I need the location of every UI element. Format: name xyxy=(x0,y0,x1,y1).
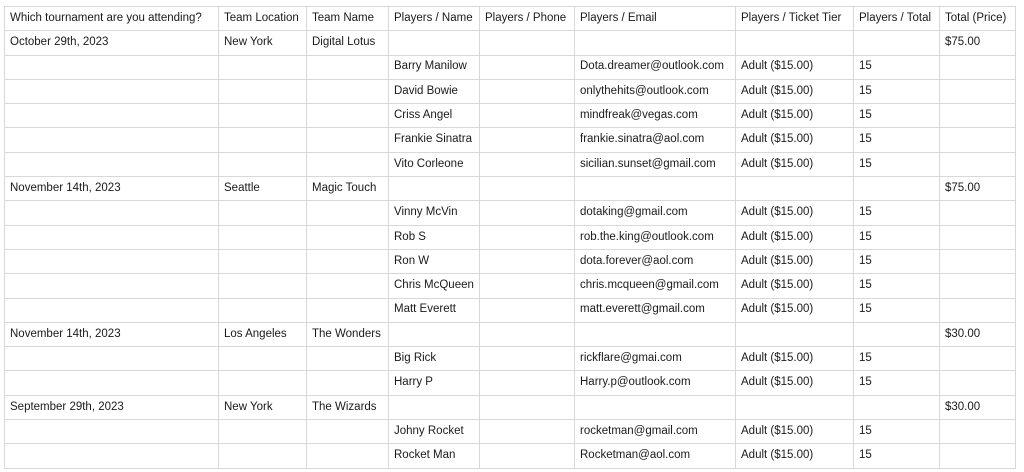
team-location-cell xyxy=(219,128,307,152)
tournament-cell xyxy=(5,104,219,128)
tournament-cell xyxy=(5,249,219,273)
total-price-cell xyxy=(940,274,1016,298)
ticket-tier-cell: Adult ($15.00) xyxy=(736,225,854,249)
ticket-tier-cell: Adult ($15.00) xyxy=(736,104,854,128)
ticket-tier-cell: Adult ($15.00) xyxy=(736,347,854,371)
team-location-cell xyxy=(219,152,307,176)
column-header-tournament: Which tournament are you attending? xyxy=(5,7,219,31)
players-total-cell xyxy=(854,31,940,55)
player-name-cell xyxy=(389,322,480,346)
player-row xyxy=(5,128,1016,152)
team-location-cell: New York xyxy=(219,395,307,419)
player-phone-cell xyxy=(480,104,575,128)
tournament-row xyxy=(5,322,1016,346)
player-phone-cell xyxy=(480,79,575,103)
tournament-row xyxy=(5,31,1016,55)
total-price-cell: $75.00 xyxy=(940,177,1016,201)
players-total-cell: 15 xyxy=(854,55,940,79)
tournament-cell: November 14th, 2023 xyxy=(5,322,219,346)
player-row xyxy=(5,152,1016,176)
ticket-tier-cell: Adult ($15.00) xyxy=(736,249,854,273)
team-name-cell xyxy=(307,420,389,444)
player-phone-cell xyxy=(480,201,575,225)
player-row xyxy=(5,225,1016,249)
tournament-cell xyxy=(5,201,219,225)
player-email-cell: Harry.p@outlook.com xyxy=(575,371,736,395)
player-phone-cell xyxy=(480,298,575,322)
tournament-cell xyxy=(5,225,219,249)
column-header-player-phone: Players / Phone xyxy=(480,7,575,31)
team-name-cell xyxy=(307,298,389,322)
player-phone-cell xyxy=(480,128,575,152)
players-total-cell: 15 xyxy=(854,104,940,128)
player-email-cell: rocketman@gmail.com xyxy=(575,420,736,444)
column-header-team-name: Team Name xyxy=(307,7,389,31)
tournament-cell: November 14th, 2023 xyxy=(5,177,219,201)
player-name-cell: Barry Manilow xyxy=(389,55,480,79)
column-header-players-total: Players / Total xyxy=(854,7,940,31)
team-location-cell xyxy=(219,444,307,468)
player-email-cell xyxy=(575,31,736,55)
player-row xyxy=(5,347,1016,371)
player-phone-cell xyxy=(480,274,575,298)
player-email-cell: frankie.sinatra@aol.com xyxy=(575,128,736,152)
player-row xyxy=(5,274,1016,298)
players-total-cell: 15 xyxy=(854,274,940,298)
total-price-cell xyxy=(940,128,1016,152)
team-location-cell xyxy=(219,420,307,444)
player-email-cell: rob.the.king@outlook.com xyxy=(575,225,736,249)
player-phone-cell xyxy=(480,444,575,468)
player-email-cell: mindfreak@vegas.com xyxy=(575,104,736,128)
team-name-cell xyxy=(307,444,389,468)
team-location-cell: Seattle xyxy=(219,177,307,201)
ticket-tier-cell xyxy=(736,322,854,346)
ticket-tier-cell xyxy=(736,177,854,201)
team-location-cell xyxy=(219,298,307,322)
player-email-cell: Dota.dreamer@outlook.com xyxy=(575,55,736,79)
player-row xyxy=(5,104,1016,128)
total-price-cell: $30.00 xyxy=(940,322,1016,346)
team-name-cell xyxy=(307,201,389,225)
team-location-cell: New York xyxy=(219,31,307,55)
tournament-cell xyxy=(5,128,219,152)
player-email-cell: dotaking@gmail.com xyxy=(575,201,736,225)
player-phone-cell xyxy=(480,55,575,79)
team-location-cell xyxy=(219,79,307,103)
tournament-cell xyxy=(5,79,219,103)
total-price-cell xyxy=(940,371,1016,395)
total-price-cell xyxy=(940,347,1016,371)
player-name-cell: Vinny McVin xyxy=(389,201,480,225)
ticket-tier-cell: Adult ($15.00) xyxy=(736,444,854,468)
player-phone-cell xyxy=(480,225,575,249)
player-row xyxy=(5,444,1016,468)
players-total-cell xyxy=(854,395,940,419)
total-price-cell xyxy=(940,298,1016,322)
player-name-cell: Criss Angel xyxy=(389,104,480,128)
column-header-player-email: Players / Email xyxy=(575,7,736,31)
ticket-tier-cell: Adult ($15.00) xyxy=(736,298,854,322)
tournament-row xyxy=(5,395,1016,419)
team-name-cell xyxy=(307,274,389,298)
player-phone-cell xyxy=(480,347,575,371)
player-email-cell: onlythehits@outlook.com xyxy=(575,79,736,103)
players-total-cell: 15 xyxy=(854,225,940,249)
tournament-cell xyxy=(5,298,219,322)
player-name-cell: Vito Corleone xyxy=(389,152,480,176)
team-location-cell xyxy=(219,371,307,395)
player-name-cell: Rob S xyxy=(389,225,480,249)
player-phone-cell xyxy=(480,371,575,395)
player-phone-cell xyxy=(480,249,575,273)
total-price-cell xyxy=(940,225,1016,249)
team-name-cell xyxy=(307,104,389,128)
total-price-cell xyxy=(940,79,1016,103)
team-name-cell: The Wonders xyxy=(307,322,389,346)
players-total-cell: 15 xyxy=(854,152,940,176)
ticket-tier-cell: Adult ($15.00) xyxy=(736,55,854,79)
tournament-cell xyxy=(5,444,219,468)
column-header-total-price: Total (Price) xyxy=(940,7,1016,31)
column-header-team-location: Team Location xyxy=(219,7,307,31)
player-email-cell: Rocketman@aol.com xyxy=(575,444,736,468)
total-price-cell xyxy=(940,104,1016,128)
player-row xyxy=(5,371,1016,395)
tournament-cell xyxy=(5,55,219,79)
team-name-cell xyxy=(307,225,389,249)
players-total-cell: 15 xyxy=(854,79,940,103)
tournament-cell xyxy=(5,347,219,371)
player-row xyxy=(5,420,1016,444)
total-price-cell xyxy=(940,152,1016,176)
total-price-cell xyxy=(940,55,1016,79)
registration-table-container xyxy=(4,6,1016,469)
ticket-tier-cell xyxy=(736,31,854,55)
player-row xyxy=(5,298,1016,322)
player-name-cell: Big Rick xyxy=(389,347,480,371)
players-total-cell: 15 xyxy=(854,128,940,152)
team-location-cell xyxy=(219,274,307,298)
player-email-cell: dota.forever@aol.com xyxy=(575,249,736,273)
team-name-cell xyxy=(307,128,389,152)
player-row xyxy=(5,55,1016,79)
player-row xyxy=(5,79,1016,103)
player-email-cell xyxy=(575,177,736,201)
tournament-cell xyxy=(5,274,219,298)
ticket-tier-cell xyxy=(736,395,854,419)
player-email-cell: matt.everett@gmail.com xyxy=(575,298,736,322)
players-total-cell xyxy=(854,322,940,346)
team-location-cell xyxy=(219,249,307,273)
player-phone-cell xyxy=(480,152,575,176)
player-name-cell: Ron W xyxy=(389,249,480,273)
team-name-cell: Digital Lotus xyxy=(307,31,389,55)
team-location-cell xyxy=(219,347,307,371)
ticket-tier-cell: Adult ($15.00) xyxy=(736,152,854,176)
player-email-cell xyxy=(575,322,736,346)
players-total-cell: 15 xyxy=(854,371,940,395)
players-total-cell: 15 xyxy=(854,249,940,273)
player-phone-cell xyxy=(480,395,575,419)
players-total-cell: 15 xyxy=(854,444,940,468)
player-name-cell: Rocket Man xyxy=(389,444,480,468)
total-price-cell: $75.00 xyxy=(940,31,1016,55)
team-name-cell xyxy=(307,55,389,79)
player-phone-cell xyxy=(480,322,575,346)
player-row xyxy=(5,249,1016,273)
team-name-cell xyxy=(307,347,389,371)
ticket-tier-cell: Adult ($15.00) xyxy=(736,128,854,152)
team-name-cell: Magic Touch xyxy=(307,177,389,201)
tournament-cell: September 29th, 2023 xyxy=(5,395,219,419)
player-name-cell: Harry P xyxy=(389,371,480,395)
ticket-tier-cell: Adult ($15.00) xyxy=(736,79,854,103)
team-location-cell xyxy=(219,225,307,249)
total-price-cell xyxy=(940,249,1016,273)
tournament-cell: October 29th, 2023 xyxy=(5,31,219,55)
total-price-cell: $30.00 xyxy=(940,395,1016,419)
registration-table xyxy=(4,6,1016,469)
team-location-cell xyxy=(219,55,307,79)
team-name-cell: The Wizards xyxy=(307,395,389,419)
team-name-cell xyxy=(307,371,389,395)
player-name-cell: Frankie Sinatra xyxy=(389,128,480,152)
player-name-cell: Chris McQueen xyxy=(389,274,480,298)
player-name-cell xyxy=(389,177,480,201)
ticket-tier-cell: Adult ($15.00) xyxy=(736,371,854,395)
player-email-cell: sicilian.sunset@gmail.com xyxy=(575,152,736,176)
team-location-cell: Los Angeles xyxy=(219,322,307,346)
total-price-cell xyxy=(940,201,1016,225)
total-price-cell xyxy=(940,444,1016,468)
table-header xyxy=(5,7,1016,31)
team-name-cell xyxy=(307,152,389,176)
player-phone-cell xyxy=(480,31,575,55)
tournament-cell xyxy=(5,371,219,395)
column-header-player-name: Players / Name xyxy=(389,7,480,31)
table-body xyxy=(5,31,1016,468)
player-row xyxy=(5,201,1016,225)
player-name-cell: David Bowie xyxy=(389,79,480,103)
team-name-cell xyxy=(307,79,389,103)
players-total-cell: 15 xyxy=(854,347,940,371)
player-phone-cell xyxy=(480,177,575,201)
players-total-cell: 15 xyxy=(854,420,940,444)
player-phone-cell xyxy=(480,420,575,444)
total-price-cell xyxy=(940,420,1016,444)
tournament-cell xyxy=(5,420,219,444)
tournament-row xyxy=(5,177,1016,201)
player-name-cell: Johny Rocket xyxy=(389,420,480,444)
header-row xyxy=(5,7,1016,31)
ticket-tier-cell: Adult ($15.00) xyxy=(736,274,854,298)
ticket-tier-cell: Adult ($15.00) xyxy=(736,201,854,225)
players-total-cell xyxy=(854,177,940,201)
column-header-ticket-tier: Players / Ticket Tier xyxy=(736,7,854,31)
ticket-tier-cell: Adult ($15.00) xyxy=(736,420,854,444)
team-name-cell xyxy=(307,249,389,273)
tournament-cell xyxy=(5,152,219,176)
team-location-cell xyxy=(219,104,307,128)
player-name-cell xyxy=(389,395,480,419)
team-location-cell xyxy=(219,201,307,225)
player-name-cell: Matt Everett xyxy=(389,298,480,322)
player-email-cell: rickflare@gmai.com xyxy=(575,347,736,371)
player-email-cell: chris.mcqueen@gmail.com xyxy=(575,274,736,298)
player-name-cell xyxy=(389,31,480,55)
player-email-cell xyxy=(575,395,736,419)
players-total-cell: 15 xyxy=(854,201,940,225)
players-total-cell: 15 xyxy=(854,298,940,322)
